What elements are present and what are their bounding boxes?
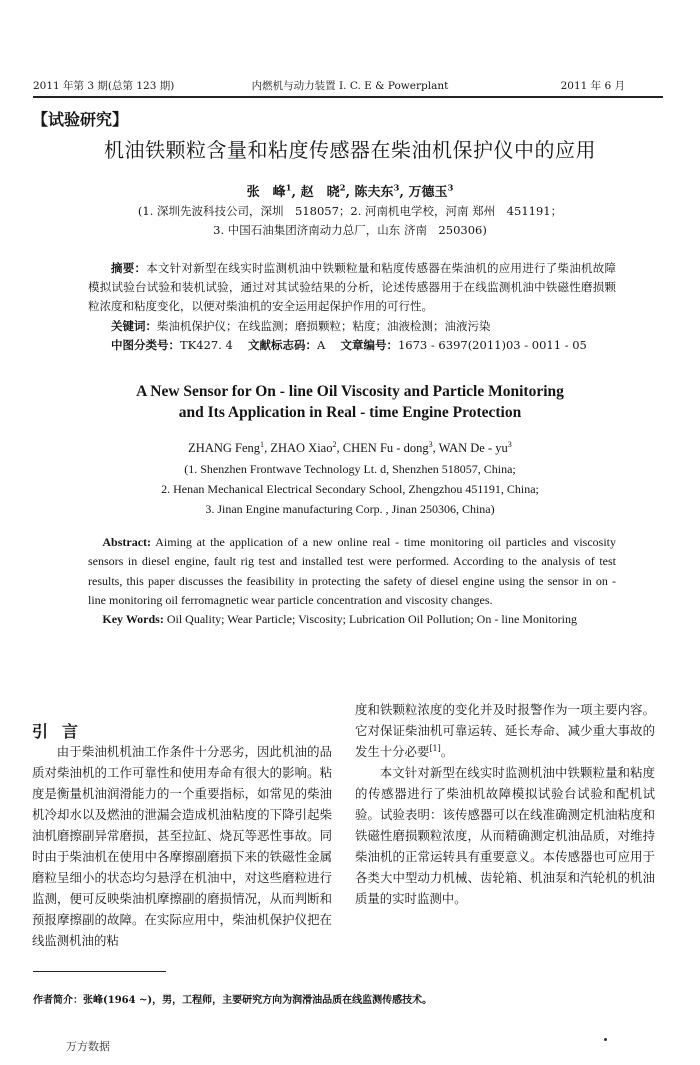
en-keywords-label: Key Words: <box>102 612 164 627</box>
wanfang-watermark: 万方数据 <box>66 1040 110 1053</box>
en-abstract-label: Abstract: <box>102 535 152 549</box>
cn-doc-value: A <box>317 337 326 352</box>
cn-keywords-text: 柴油机保护仪；在线监测；磨损颗粒；粘度；油液检测；油液污染 <box>157 318 491 333</box>
cn-class-value: TK427. 4 <box>180 337 233 352</box>
cn-abstract-label: 摘要： <box>111 261 147 275</box>
intro-paragraph-left: 由于柴油机机油工作条件十分恶劣，因此机油的品质对柴油机的工作可靠性和使用寿命有很大的影响。粘度是衡量机油润滑能力的一个重要指标，如常见的柴油机冷却水以及燃油的泄漏会造成机油粘度的下降引起柴油机磨擦副异常磨损，甚至拉缸、烧瓦等恶性事故。同时由于柴油机在使用中各摩擦副磨损下来的铁磁性金属磨粒呈细小的状态均匀悬浮在机油中，对这些磨粒进行监测，便可反映柴油机摩擦副的磨损情况，从而判断和预报摩擦副的故障。在实际应用中，柴油机保护仪把在线监测机油的粘 <box>32 744 332 948</box>
en-affiliation-2: 2. Henan Mechanical Electrical Secondary School, Zhengzhou 451191, China; <box>161 482 539 496</box>
intro-paragraph-right-1: 度和铁颗粒浓度的变化并及时报警作为一项主要内容。它对保证柴油机可靠运转、延长寿命、减少重大事故的发生十分必要[1]。 <box>355 702 655 759</box>
cn-article-value: 1673 - 6397(2011)03 - 0011 - 05 <box>397 337 587 352</box>
footnote-rule <box>33 971 166 972</box>
en-title-line-2: and Its Application in Real - time Engine Protection <box>178 404 522 421</box>
en-title-line-1: A New Sensor for On - line Oil Viscosity and Particle Monitoring <box>136 383 564 400</box>
en-author-list: ZHANG Feng$^1$, ZHAO Xiao$^2$, CHEN Fu - dong$^3$, WAN De - $yu^3$ <box>188 439 512 455</box>
en-author: WAN De - yu <box>438 441 508 455</box>
running-header-issue: 2011 年第 3 期(总第 123 期) <box>33 80 175 92</box>
en-affiliation-1: (1. Shenzhen Frontwave Technology Lt. d, Shenzhen 518057, China; <box>184 462 516 476</box>
author-bio-footnote: 作者简介：张峰(1964 ~)，男，工程师，主要研究方向为润滑油品质在线监测传感技术。 <box>33 995 433 1006</box>
en-author: ZHAO Xiao <box>270 441 333 455</box>
page-dot <box>604 1038 607 1041</box>
en-keywords-text: Oil Quality; Wear Particle; Viscosity; Lubrication Oil Pollution; On - line Monitoring <box>166 612 577 627</box>
cn-abstract <box>88 259 616 355</box>
en-affiliation-3: 3. Jinan Engine manufacturing Corp. , Jinan 250306, China) <box>205 502 495 516</box>
intro-paragraph-right-2: 本文针对新型在线实时监测机油中铁颗粒量和粘度的传感器进行了柴油机故障模拟试验台试验和配机试验。试验表明：该传感器可以在线准确测定机油粘度和铁磁性磨损颗粒浓度，从而精确测定机油品质，对维持柴油机的正常运转具有重要意义。本传感器也可应用于各类大中型动力机械、齿轮箱、机油泵和汽轮机的机油质量的实时监测中。 <box>355 765 655 906</box>
cn-author-list: 张 峰$^1$, 赵 晓$^2$, 陈夫东$^3$, 万德玉$^3$ <box>246 182 454 200</box>
cn-affiliation-1: (1. 深圳先波科技公司，深圳 518057；2. 河南机电学校，河南 郑州 451191； <box>137 204 563 218</box>
left-column <box>32 741 332 951</box>
en-author: ZHANG Feng <box>188 441 261 455</box>
cn-affiliation-2: 3. 中国石油集团济南动力总厂，山东 济南 250306) <box>213 223 487 237</box>
section-label: 【试验研究】 <box>32 110 129 129</box>
running-header-journal: 内燃机与动力装置 I. C. E & Powerplant <box>251 80 449 92</box>
header-rule <box>33 96 663 98</box>
cn-classification-line: 中图分类号：TK427. 4 文献标志码：A 文章编号：1673 - 6397(2011)03 - 0011 - 05 <box>111 337 587 352</box>
cn-author: 万德玉 <box>408 185 448 200</box>
right-column <box>355 699 655 909</box>
running-header-date: 2011 年 6 月 <box>560 80 625 92</box>
en-author: CHEN Fu - dong <box>342 441 429 455</box>
intro-heading: 引言 <box>32 722 93 741</box>
cn-keywords-label: 关键词： <box>111 318 157 333</box>
cn-abstract-text: 本文针对新型在线实时监测机油中铁颗粒量和粘度传感器在柴油机的应用进行了柴油机故障模拟试验台试验和装机试验，通过对其试验结果的分析，论述传感器用于在线监测机油中铁磁性磨损颗粒浓度和粘度变化，以便对柴油机的安全运用起保护作用的可行性。 <box>88 261 616 314</box>
cn-author: 赵 晓 <box>300 185 340 200</box>
citation-ref: [1] <box>429 743 441 753</box>
en-abstract <box>88 533 616 629</box>
en-abstract-text: Aiming at the application of a new online real - time monitoring oil particles and viscosity sensors in diesel engine, fault rig test and installed test were performed. According to the analysis of test results, this paper discusses the feasibility in protecting the safety of diesel engine using the sensor in on - line monitoring oil ferromagnetic wear particle concentration and viscosity changes. <box>88 535 616 607</box>
cn-author: 陈夫东 <box>354 185 394 200</box>
cn-paper-title: 机油铁颗粒含量和粘度传感器在柴油机保护仪中的应用 <box>104 138 596 162</box>
cn-author: 张 峰 <box>246 185 286 200</box>
